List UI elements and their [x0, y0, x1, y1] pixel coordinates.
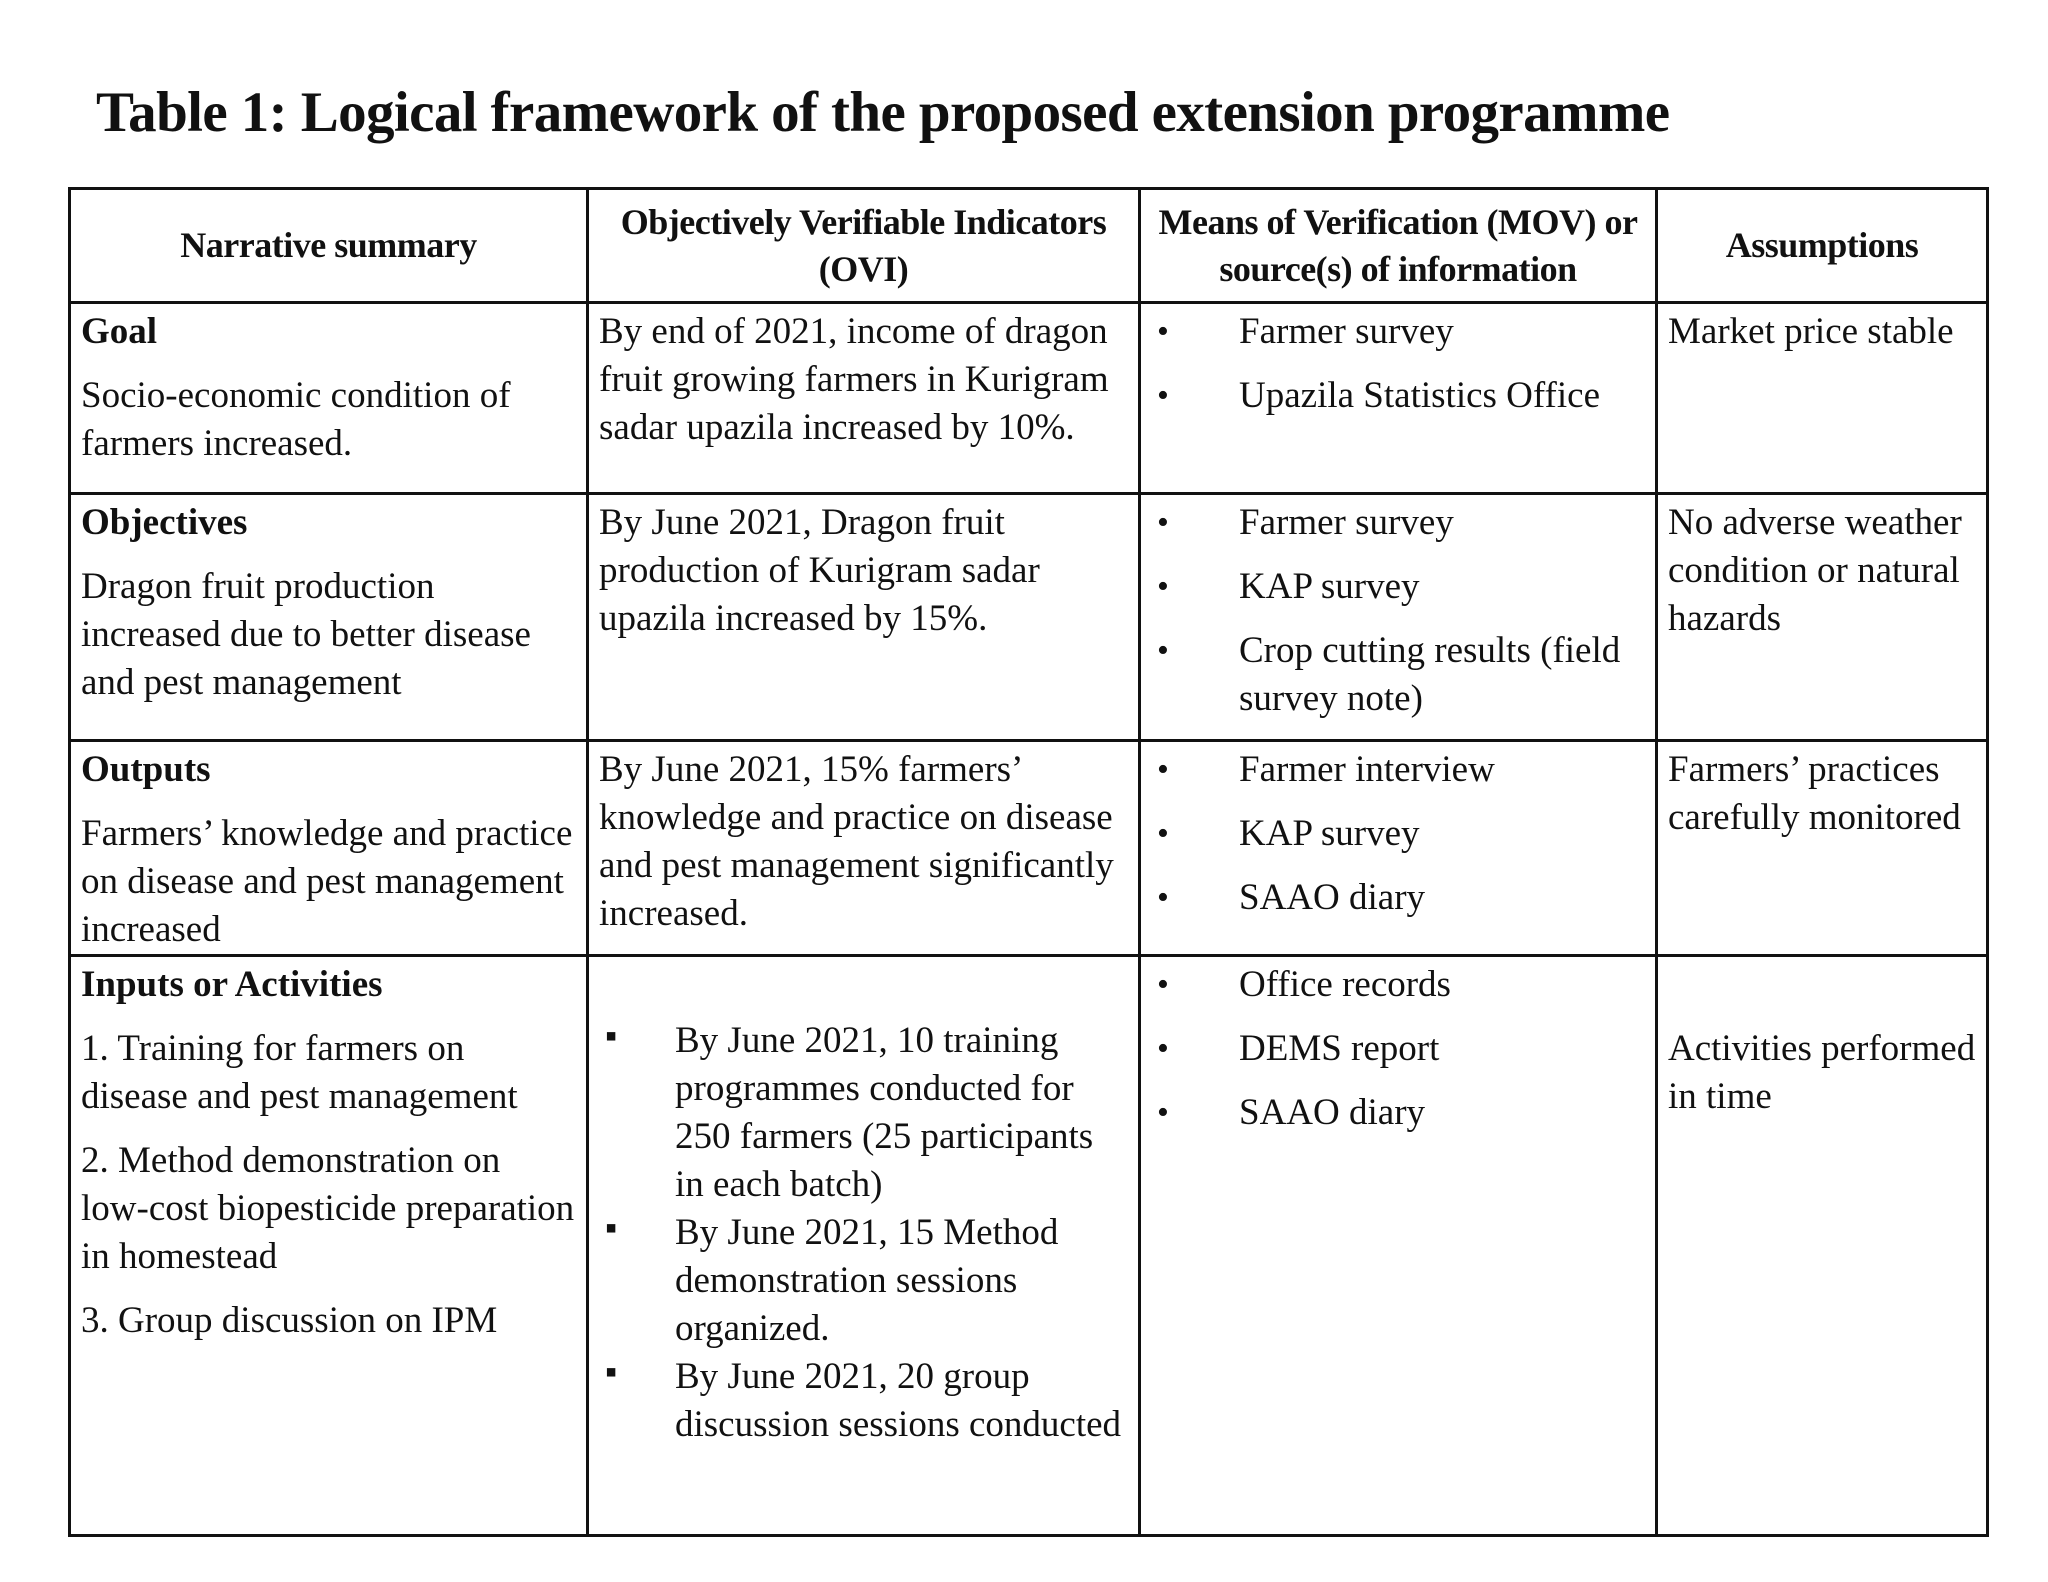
header-ovi: Objectively Verifiable Indicators (OVI): [588, 189, 1140, 303]
table-row-outputs: [70, 741, 1988, 956]
outputs-assumption: Farmers’ practices carefully monitored: [1668, 749, 1961, 838]
outputs-ovi-cell: [588, 741, 1140, 956]
list-item: 1. Training for farmers on disease and pest management: [81, 1028, 518, 1117]
outputs-assumption-cell: [1657, 741, 1988, 956]
outputs-mov-list: [1151, 746, 1645, 922]
inputs-ovi-list: [599, 1017, 1128, 1449]
list-item: ▪ By June 2021, 20 group discussion sessions conducted: [599, 1353, 1128, 1449]
table-title: Table 1: Logical framework of the proposed extension programme: [96, 81, 1670, 144]
list-item: • SAAO diary: [1151, 874, 1645, 922]
inputs-mov-list: [1151, 961, 1645, 1137]
table-row-inputs: [70, 956, 1988, 1536]
header-row: [70, 189, 1988, 303]
inputs-narrative-cell: [70, 956, 588, 1536]
list-item: ▪ By June 2021, 10 training programmes conducted for 250 farmers (25 participants in each batch): [599, 1017, 1128, 1209]
header-narrative-summary: Narrative summary: [70, 189, 588, 303]
goal-summary: Socio-economic condition of farmers increased.: [81, 375, 511, 464]
objectives-assumption: No adverse weather condition or natural hazards: [1668, 502, 1962, 639]
list-item: • DEMS report: [1151, 1025, 1645, 1073]
inputs-mov-cell: [1140, 956, 1657, 1536]
inputs-activity-list: [81, 1025, 576, 1345]
list-item: • Farmer survey: [1151, 308, 1645, 356]
inputs-assumption: Activities performed in time: [1668, 1028, 1976, 1117]
inputs-assumption-cell: [1657, 956, 1988, 1536]
goal-mov-cell: [1140, 303, 1657, 494]
table-row-objectives: [70, 494, 1988, 741]
goal-assumption: Market price stable: [1668, 311, 1954, 352]
inputs-ovi-cell: [588, 956, 1140, 1536]
objectives-narrative-cell: [70, 494, 588, 741]
list-item: • KAP survey: [1151, 563, 1645, 611]
list-item: • Upazila Statistics Office: [1151, 372, 1645, 420]
objectives-title: Objectives: [81, 502, 248, 543]
objectives-assumption-cell: [1657, 494, 1988, 741]
outputs-summary: Farmers’ knowledge and practice on disease and pest management increased: [81, 813, 573, 950]
list-item: • KAP survey: [1151, 810, 1645, 858]
goal-title: Goal: [81, 311, 158, 352]
objectives-summary: Dragon fruit production increased due to better disease and pest management: [81, 566, 531, 703]
list-item: ▪ By June 2021, 15 Method demonstration sessions organized.: [599, 1209, 1128, 1353]
objectives-mov-list: [1151, 499, 1645, 723]
objectives-ovi: By June 2021, Dragon fruit production of Kurigram sadar upazila increased by 15%.: [599, 502, 1040, 639]
list-item: • SAAO diary: [1151, 1089, 1645, 1137]
table-row-goal: [70, 303, 1988, 494]
outputs-ovi: By June 2021, 15% farmers’ knowledge and practice on disease and pest management significantly increased.: [599, 749, 1114, 934]
list-item: 2. Method demonstration on low-cost biopesticide preparation in homestead: [81, 1140, 575, 1277]
outputs-title: Outputs: [81, 749, 211, 790]
list-item: 3. Group discussion on IPM: [81, 1300, 498, 1341]
objectives-ovi-cell: [588, 494, 1140, 741]
goal-ovi-cell: [588, 303, 1140, 494]
outputs-narrative-cell: [70, 741, 588, 956]
goal-mov-list: [1151, 308, 1645, 420]
header-assumptions: Assumptions: [1657, 189, 1988, 303]
outputs-mov-cell: [1140, 741, 1657, 956]
list-item: • Farmer survey: [1151, 499, 1645, 547]
objectives-mov-cell: [1140, 494, 1657, 741]
list-item: • Crop cutting results (field survey note): [1151, 627, 1645, 723]
header-mov: Means of Verification (MOV) or source(s) of information: [1140, 189, 1657, 303]
goal-assumption-cell: [1657, 303, 1988, 494]
list-item: • Farmer interview: [1151, 746, 1645, 794]
list-item: • Office records: [1151, 961, 1645, 1009]
inputs-title: Inputs or Activities: [81, 964, 383, 1005]
goal-ovi: By end of 2021, income of dragon fruit growing farmers in Kurigram sadar upazila increased by 10%.: [599, 311, 1109, 448]
goal-narrative-cell: [70, 303, 588, 494]
logframe-table: [68, 187, 1989, 1537]
